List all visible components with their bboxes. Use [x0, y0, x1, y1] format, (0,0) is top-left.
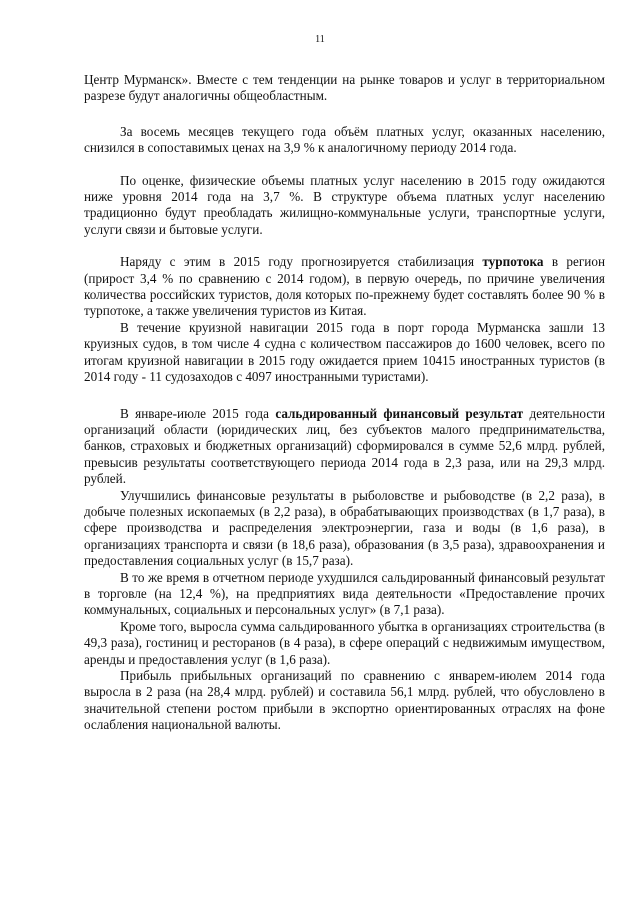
paragraph-8: В то же время в отчетном периоде ухудшился сальдированный финансовый результат в торговле (на 12,4 %), на предприятиях вида деятельности «Предоставление прочих коммунальных, социальных и персональных услуг» (в 7,1 раза). — [84, 569, 605, 618]
paragraph-6-text-rest: деятельности организаций области (юридических лиц, без субъектов малого предпринимательства, банков, страховых и бюджетных организаций) сформировался в сумме 52,6 млрд. рублей, превысив результаты соответствующего периода 2014 года в 2,3 раза, или на 29,3 млрд. рублей. — [84, 405, 605, 487]
paragraph-7: Улучшились финансовые результаты в рыболовстве и рыбоводстве (в 2,2 раза), в добыче полезных ископаемых (в 2,2 раза), в обрабатывающих производствах (в 1,7 раза), в сфере производства и распределения электроэнергии, газа и воды (в 1,6 раза), в организациях транспорта и связи (в 18,6 раза), образования (в 3,5 раза), здравоохранения и предоставления социальных услуг (в 15,7 раза). — [84, 487, 605, 569]
financial-result-term: сальдированный финансовый результат — [275, 405, 524, 421]
paragraph-9: Кроме того, выросла сумма сальдированного убытка в организациях строительства (в 49,3 раза), гостиниц и ресторанов (в 4 раза), в сфере операций с недвижимым имуществом, аренды и предоставления услуг (в 1,6 раза). — [84, 618, 605, 667]
paragraph-4-text-rest: в регион (прирост 3,4 % по сравнению с 2014 годом), в первую очередь, по причине увеличения количества российских туристов, доля которых по-прежнему будет составлять более 90 % в турпотоке, а также увеличения туристов из Китая. — [84, 254, 605, 319]
paragraph-5: В течение круизной навигации 2015 года в порт города Мурманска зашли 13 круизных судов, в том числе 4 судна с количеством пассажиров до 1600 человек, всего по итогам круизной навигации в 2015 году ожидается прием 10415 иностранных туристов (в 2014 году - 11 судозаходов с 4097 иностранными туристами). — [84, 319, 605, 385]
tourist-flow-term: турпотока — [482, 254, 544, 270]
paragraph-4 — [84, 254, 605, 320]
paragraph-4-text: Наряду с этим в 2015 году прогнозируется стабилизация — [120, 254, 483, 270]
paragraph-1: Центр Мурманск». Вместе с тем тенденции на рынке товаров и услуг в территориальном разрезе будут аналогичны общеобластным. — [84, 72, 605, 104]
spacer — [84, 238, 605, 254]
paragraph-6 — [84, 406, 605, 488]
spacer — [84, 105, 605, 124]
spacer — [84, 157, 605, 173]
paragraph-2: За восемь месяцев текущего года объём платных услуг, оказанных населению, снизился в сопоставимых ценах на 3,9 % к аналогичному периоду 2014 года. — [84, 123, 605, 156]
spacer — [84, 386, 605, 406]
document-body — [84, 72, 605, 734]
page-number: 11 — [315, 34, 325, 45]
paragraph-10: Прибыль прибыльных организаций по сравнению с январем-июлем 2014 года выросла в 2 раза (на 28,4 млрд. рублей) и составила 56,1 млрд. рублей, что обусловлено в значительной степени ростом прибыли в экспортно ориентированных отраслях на фоне ослабления национальной валюты. — [84, 668, 605, 733]
paragraph-3: По оценке, физические объемы платных услуг населению в 2015 году ожидаются ниже уровня 2014 года на 3,7 %. В структуре объема платных услуг населению традиционно будут преобладать жилищно-коммунальные услуги, транспортные услуги, услуги связи и бытовые услуги. — [84, 172, 605, 237]
paragraph-6-text: В январе-июле 2015 года — [120, 405, 276, 421]
